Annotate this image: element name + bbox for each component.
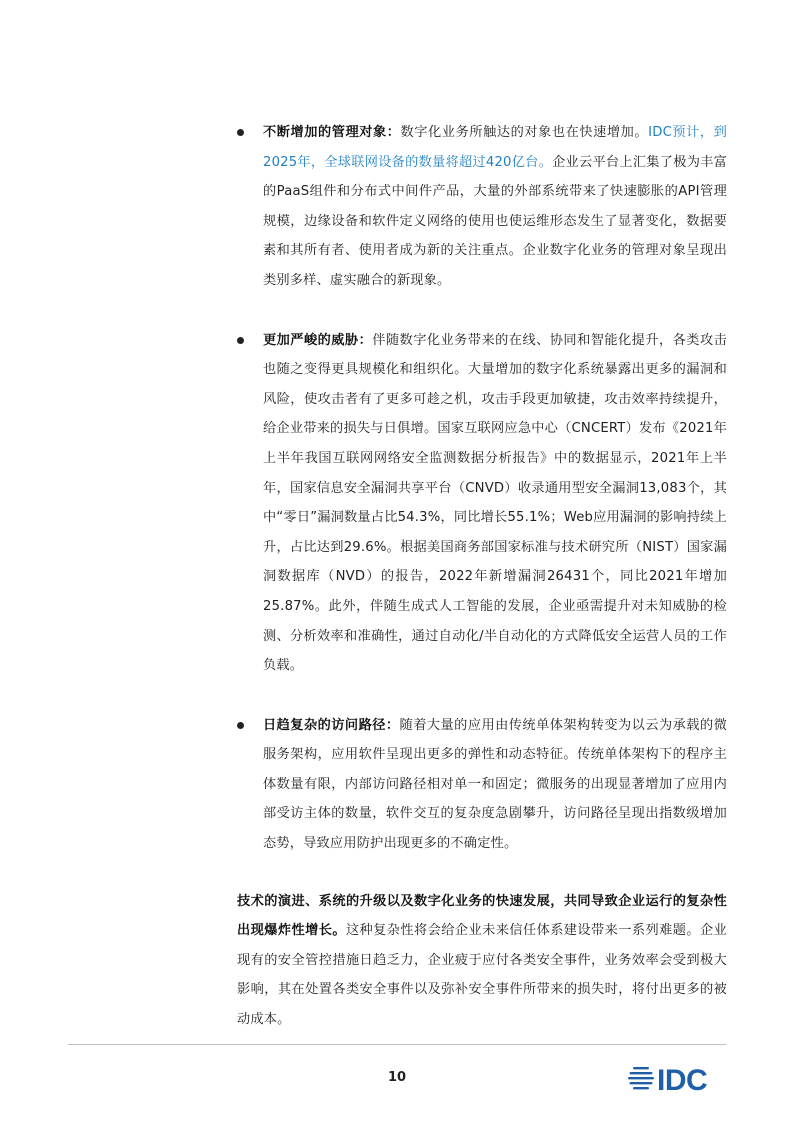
bullet-text-continued: 企业云平台上汇集了极为丰富的PaaS组件和分布式中间件产品，大量的外部系统带来了快速膨胀的API管理规模，边缘设备和软件定义网络的使用也使运维形态发生了显著变化，数据要素和其所有者、使用者成为新的关注重点。企业数字化业务的管理对象呈现出类别多样、虚实融合的新现象。	[263, 154, 727, 288]
bullet-title: 日趋复杂的访问路径：	[263, 717, 400, 733]
bullet-dot-icon	[237, 337, 244, 344]
bullet-text: 数字化业务所触达的对象也在快速增加。	[400, 125, 649, 140]
bullet-item-threats	[237, 326, 727, 681]
idc-logo-text: IDC	[657, 1064, 708, 1094]
bullet-dot-icon	[237, 722, 244, 729]
summary-text: 这种复杂性将会给企业未来信任体系建设带来一系列难题。企业现有的安全管控措施日趋乏力，企业疲于应付各类安全事件，业务效率会受到极大影响，其在处置各类安全事件以及弥补安全事件所带来的损失时，将付出更多的被动成本。	[237, 923, 727, 1028]
bullet-item-access-paths	[237, 711, 727, 859]
footer-divider	[68, 1044, 726, 1045]
bullet-title: 不断增加的管理对象：	[263, 125, 401, 140]
summary-paragraph	[237, 887, 727, 1035]
summary-bold: 技术的演进、系统的升级以及数字化业务的快速发展，共同导致企业运行的复杂性出现爆炸性增长。	[237, 893, 727, 939]
bullet-item-management-objects	[237, 118, 727, 296]
bullet-text: 随着大量的应用由传统单体架构转变为以云为承载的微服务架构，应用软件呈现出更多的弹性和动态特征。传统单体架构下的程序主体数量有限，内部访问路径相对单一和固定；微服务的出现显著增加了应用内部受访主体的数量，软件交互的复杂度急剧攀升，访问路径呈现出指数级增加态势，导致应用防护出现更多的不确定性。	[263, 717, 727, 852]
page-number: 10	[387, 1070, 407, 1085]
bullet-text: 伴随数字化业务带来的在线、协同和智能化提升，各类攻击也随之变得更具规模化和组织化。大量增加的数字化系统暴露出更多的漏洞和风险，使攻击者有了更多可趁之机，攻击手段更加敏捷，攻击效率持续提升，给企业带来的损失与日俱增。国家互联网应急中心（CNCERT）发布《2021年上半年我国互联网网络安全监测数据分析报告》中的数据显示，2021年上半年，国家信息安全漏洞共享平台（CNVD）收录通用型安全漏洞13,083个，其中“零日”漏洞数量占比54.3%，同比增长55.1%；Web应用漏洞的影响持续上升，占比达到29.6%。根据美国商务部国家标准与技术研究所（NIST）国家漏洞数据库（NVD）的报告，2022年新增漏洞26431个，同比2021年增加25.87%。此外，伴随生成式人工智能的发展，企业亟需提升对未知威胁的检测、分析效率和准确性，通过自动化/半自动化的方式降低安全运营人员的工作负载。	[263, 332, 727, 674]
bullet-highlight: IDC预计，到2025年，全球联网设备的数量将超过420亿台。	[263, 125, 727, 170]
bullet-title: 更加严峻的威胁：	[263, 332, 373, 348]
idc-globe-icon	[628, 1067, 654, 1089]
bullet-dot-icon	[237, 129, 244, 136]
idc-logo	[627, 1064, 727, 1094]
body-content	[237, 118, 727, 1035]
